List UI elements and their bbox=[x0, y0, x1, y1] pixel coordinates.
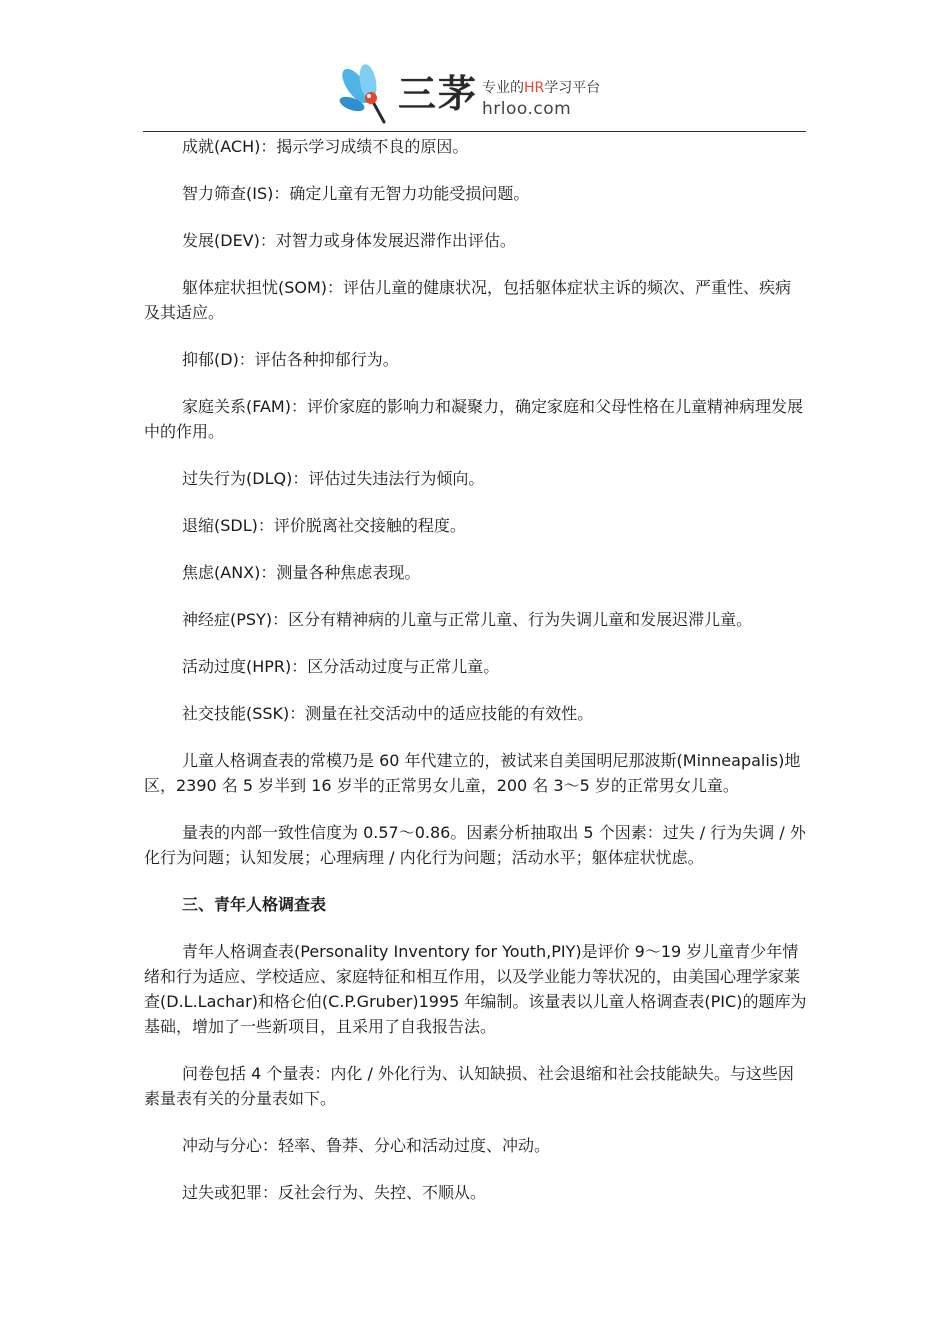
paragraph: 发展(DEV)：对智力或身体发展迟滞作出评估。 bbox=[182, 231, 516, 250]
document-body bbox=[144, 134, 807, 1227]
site-domain: hrloo.com bbox=[482, 99, 572, 119]
paragraph: 活动过度(HPR)：区分活动过度与正常儿童。 bbox=[182, 657, 500, 676]
paragraph: 过失行为(DLQ)：评估过失违法行为倾向。 bbox=[182, 469, 485, 488]
paragraph: 成就(ACH)：揭示学习成绩不良的原因。 bbox=[182, 137, 469, 156]
paragraph: 躯体症状担忧(SOM)：评估儿童的健康状况，包括躯体症状主诉的频次、严重性、疾病及其适应。 bbox=[144, 278, 792, 322]
hrloo-logo[interactable] bbox=[338, 62, 628, 128]
paragraph: 青年人格调查表(Personality Inventory for Youth,PIY)是评价 9～19 岁儿童青少年情绪和行为适应、学校适应、家庭特征和相互作用，以及学业能力等状况的，由美国心理学家莱查(D.L.Lachar)和格仑伯(C.P.Gruber)1995 年编制。该量表以儿童人格调查表(PIC)的题库为基础，增加了一些新项目，且采用了自我报告法。 bbox=[144, 942, 807, 1036]
brand-name: 三茅 bbox=[398, 72, 479, 116]
paragraph: 焦虑(ANX)：测量各种焦虑表现。 bbox=[182, 563, 421, 582]
tagline-highlight: HR bbox=[524, 80, 545, 96]
paragraph: 抑郁(D)：评估各种抑郁行为。 bbox=[182, 350, 399, 369]
paragraph: 社交技能(SSK)：测量在社交活动中的适应技能的有效性。 bbox=[182, 704, 594, 723]
paragraph: 冲动与分心：轻率、鲁莽、分心和活动过度、冲动。 bbox=[182, 1136, 551, 1155]
header-divider bbox=[143, 131, 806, 132]
dragonfly-logo-icon bbox=[338, 64, 400, 126]
paragraph: 问卷包括 4 个量表：内化 / 外化行为、认知缺损、社会退缩和社会技能缺失。与这些因素量表有关的分量表如下。 bbox=[144, 1064, 794, 1108]
tagline-prefix: 专业的 bbox=[482, 80, 524, 96]
paragraph: 量表的内部一致性信度为 0.57～0.86。因素分析抽取出 5 个因素：过失 / 行为失调 / 外化行为问题；认知发展；心理病理 / 内化行为问题；活动水平；躯体症状忧虑。 bbox=[144, 823, 806, 867]
paragraph: 儿童人格调查表的常模乃是 60 年代建立的，被试来自美国明尼那波斯(Minneapalis)地区，2390 名 5 岁半到 16 岁半的正常男女儿童，200 名 3～5 岁的正常男女儿童。 bbox=[144, 751, 801, 795]
tagline bbox=[482, 79, 600, 97]
paragraph: 神经症(PSY)：区分有精神病的儿童与正常儿童、行为失调儿童和发展迟滞儿童。 bbox=[182, 610, 753, 629]
paragraph: 过失或犯罪：反社会行为、失控、不顺从。 bbox=[182, 1183, 487, 1202]
paragraph: 家庭关系(FAM)：评价家庭的影响力和凝聚力，确定家庭和父母性格在儿童精神病理发展中的作用。 bbox=[144, 397, 803, 441]
paragraph: 退缩(SDL)：评价脱离社交接触的程度。 bbox=[182, 516, 466, 535]
paragraph: 智力筛查(IS)：确定儿童有无智力功能受损问题。 bbox=[182, 184, 530, 203]
page-header bbox=[143, 62, 806, 132]
tagline-suffix: 学习平台 bbox=[544, 80, 601, 96]
section-heading: 三、青年人格调查表 bbox=[182, 895, 327, 914]
